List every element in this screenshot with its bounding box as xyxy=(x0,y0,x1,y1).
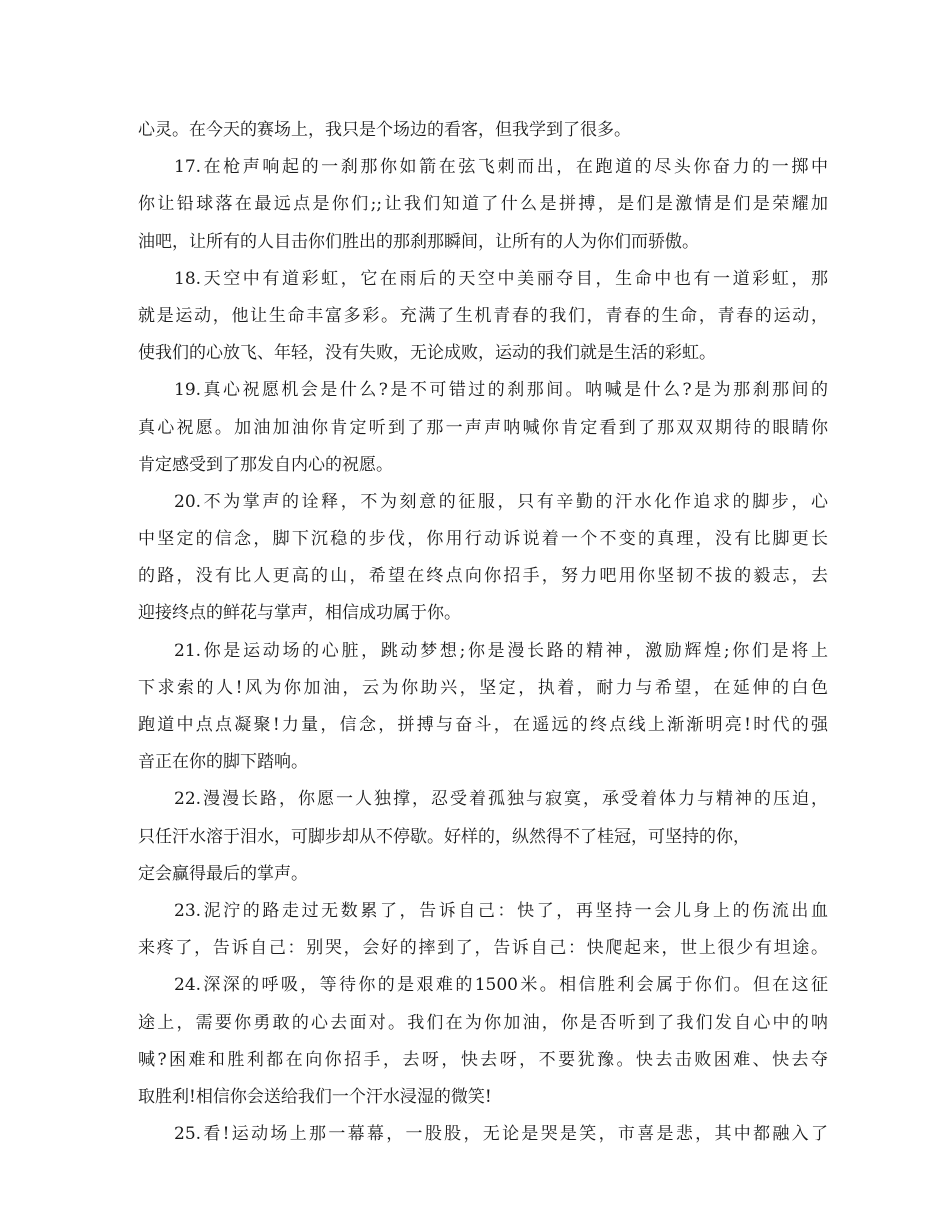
text-line: 迎接终点的鲜花与掌声，相信成功属于你。 xyxy=(138,603,461,624)
text-line: 的路，没有比人更高的山，希望在终点向你招手，努力吧用你坚韧不拔的毅志，去 xyxy=(138,566,828,587)
text-line: 21.你是运动场的心脏，跳动梦想;你是漫长路的精神，激励辉煌;你们是将上 xyxy=(174,640,828,661)
text-line: 来疼了，告诉自己：别哭，会好的摔到了，告诉自己：快爬起来，世上很少有坦途。 xyxy=(138,938,828,959)
text-line: 22.漫漫长路，你愿一人独撑，忍受着孤独与寂寞，承受着体力与精神的压迫， xyxy=(174,789,828,810)
text-line: 途上，需要你勇敢的心去面对。我们在为你加油，你是否听到了我们发自心中的呐 xyxy=(138,1012,828,1033)
text-line: 只任汗水溶于泪水，可脚步却从不停歇。好样的，纵然得不了桂冠，可坚持的你， xyxy=(138,826,750,847)
text-line: 肯定感受到了那发自内心的祝愿。 xyxy=(138,454,393,475)
text-line: 17.在枪声响起的一刹那你如箭在弦飞刺而出，在跑道的尽头你奋力的一掷中 xyxy=(174,157,828,178)
text-line: 你让铅球落在最远点是你们;;让我们知道了什么是拼搏，是们是激情是们是荣耀加 xyxy=(138,194,828,215)
text-line: 真心祝愿。加油加油你肯定听到了那一声声呐喊你肯定看到了那双双期待的眼睛你 xyxy=(138,417,828,438)
text-line: 油吧，让所有的人目击你们胜出的那刹那瞬间，让所有的人为你们而骄傲。 xyxy=(138,231,699,252)
document-body xyxy=(138,112,828,1153)
text-line: 中坚定的信念，脚下沉稳的步伐，你用行动诉说着一个不变的真理，没有比脚更长 xyxy=(138,529,828,550)
text-line: 喊?困难和胜利都在向你招手，去呀，快去呀，不要犹豫。快去击败困难、快去夺 xyxy=(138,1049,828,1070)
text-line: 使我们的心放飞、年轻，没有失败，无论成败，运动的我们就是生活的彩虹。 xyxy=(138,343,716,364)
text-line: 音正在你的脚下踏响。 xyxy=(138,752,308,773)
text-line: 跑道中点点凝聚!力量，信念，拼搏与奋斗，在遥远的终点线上渐渐明亮!时代的强 xyxy=(138,715,828,735)
text-line: 就是运动，他让生命丰富多彩。充满了生机青春的我们，青春的生命，青春的运动， xyxy=(138,305,828,326)
text-line: 23.泥泞的路走过无数累了，告诉自己：快了，再坚持一会儿身上的伤流出血 xyxy=(174,900,828,921)
text-line: 20.不为掌声的诠释，不为刻意的征服，只有辛勤的汗水化作追求的脚步，心 xyxy=(174,491,828,512)
text-line: 取胜利!相信你会送给我们一个汗水浸湿的微笑! xyxy=(138,1086,492,1107)
text-line: 下求索的人!风为你加油，云为你助兴，坚定，执着，耐力与希望，在延伸的白色 xyxy=(138,677,828,698)
text-line: 25.看!运动场上那一幕幕，一股股，无论是哭是笑，市喜是悲，其中都融入了 xyxy=(174,1124,828,1145)
text-line: 18.天空中有道彩虹，它在雨后的天空中美丽夺目，生命中也有一道彩虹，那 xyxy=(174,268,828,289)
text-line: 24.深深的呼吸，等待你的是艰难的1500米。相信胜利会属于你们。但在这征 xyxy=(174,975,828,996)
text-line: 19.真心祝愿机会是什么?是不可错过的刹那间。呐喊是什么?是为那刹那间的 xyxy=(174,380,828,401)
text-line: 定会赢得最后的掌声。 xyxy=(138,863,308,884)
text-line: 心灵。在今天的赛场上，我只是个场边的看客，但我学到了很多。 xyxy=(138,120,631,140)
